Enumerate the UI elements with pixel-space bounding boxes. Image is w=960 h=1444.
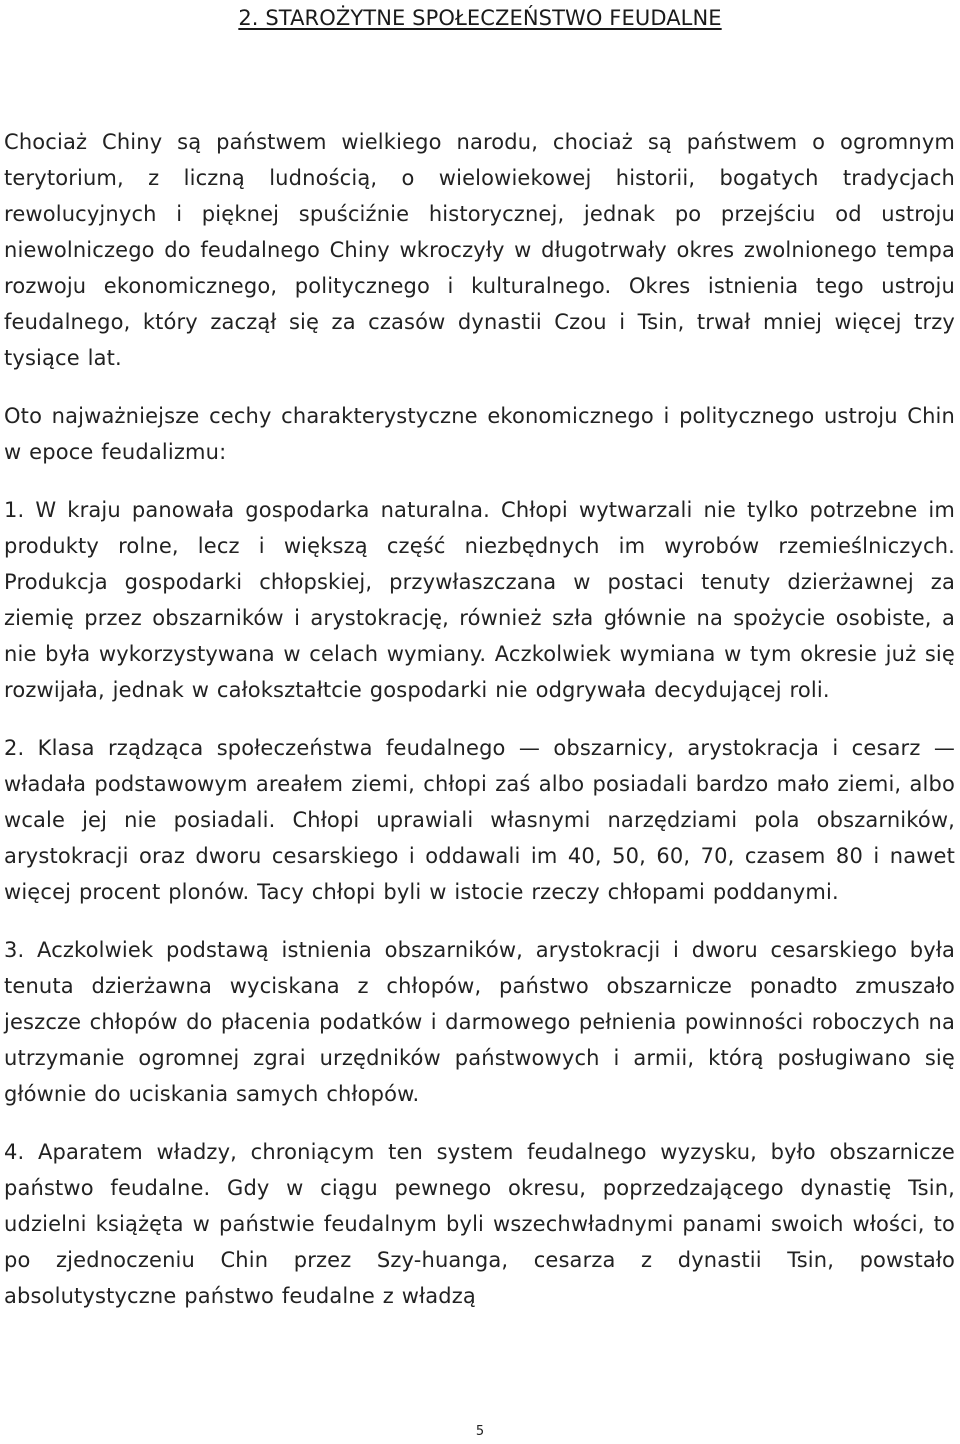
paragraph-point-3: 3. Aczkolwiek podstawą istnienia obszarników, arystokracji i dworu cesarskiego była tenuta dzierżawna wyciskana z chłopów, państwo obszarnicze ponadto zmuszało jeszcze chłopów do płacenia podatków i darmowego pełnienia powinności roboczych na utrzymanie ogromnej zgrai urzędników państwowych i armii, którą posługiwano się głównie do uciskania samych chłopów. [4,938,955,1106]
paragraph-point-2: 2. Klasa rządząca społeczeństwa feudalnego — obszarnicy, arystokracja i cesarz — władała podstawowym areałem ziemi, chłopi zaś albo posiadali bardzo mało ziemi, albo wcale jej nie posiadali. Chłopi uprawiali własnymi narzędziami pola obszarników, arystokracji oraz dworu cesarskiego i oddawali im 40, 50, 60, 70, czasem 80 i nawet więcej procent plonów. Tacy chłopi byli w istocie rzeczy chłopami poddanymi. [4,736,955,904]
paragraph-intro: Chociaż Chiny są państwem wielkiego narodu, chociaż są państwem o ogromnym terytorium, z liczną ludnością, o wielowiekowej historii, bogatych tradycjach rewolucyjnych i pięknej spuściźnie historycznej, jednak po przejściu od ustroju niewolniczego do feudalnego Chiny wkroczyły w długotrwały okres zwolnionego tempa rozwoju ekonomicznego, politycznego i kulturalnego. Okres istnienia tego ustroju feudalnego, który zaczął się za czasów dynastii Czou i Tsin, trwał mniej więcej trzy tysiące lat. [4,130,955,370]
document-body [4,124,955,1336]
paragraph-point-1: 1. W kraju panowała gospodarka naturalna. Chłopi wytwarzali nie tylko potrzebne im produkty rolne, lecz i większą część niezbędnych im wyrobów rzemieślniczych. Produkcja gospodarki chłopskiej, przywłaszczana w postaci tenuty dzierżawnej za ziemię przez obszarników i arystokrację, również szła głównie na spożycie osobiste, a nie była wykorzystywana w celach wymiany. Aczkolwiek wymiana w tym okresie już się rozwijała, jednak w całokształtcie gospodarki nie odgrywała decydującej roli. [4,498,955,702]
paragraph-features-lead: Oto najważniejsze cechy charakterystyczne ekonomicznego i politycznego ustroju Chin w epoce feudalizmu: [4,404,955,464]
document-title: 2. STAROŻYTNE SPOŁECZEŃSTWO FEUDALNE [238,6,722,30]
page-number: 5 [475,1424,485,1439]
paragraph-point-4: 4. Aparatem władzy, chroniącym ten system feudalnego wyzysku, było obszarnicze państwo feudalne. Gdy w ciągu pewnego okresu, poprzedzającego dynastię Tsin, udzielni książęta w państwie feudalnym byli wszechwładnymi panami swoich włości, to po zjednoczeniu Chin przez Szy-huanga, cesarza z dynastii Tsin, powstało absolutystyczne państwo feudalne z władzą [4,1140,955,1308]
